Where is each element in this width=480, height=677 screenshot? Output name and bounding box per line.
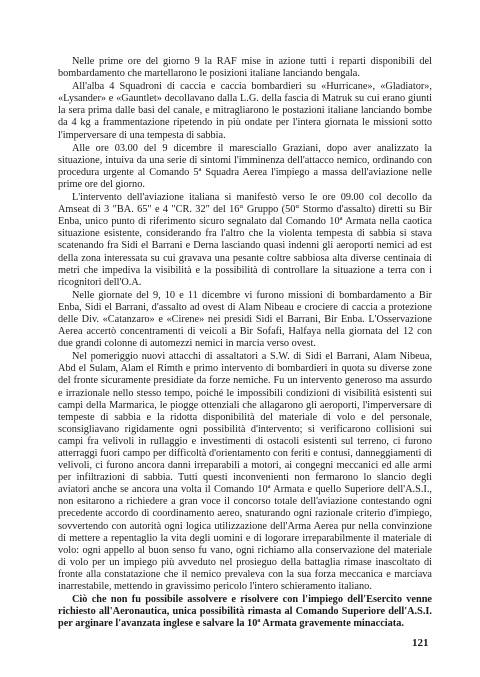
- body-text: [58, 56, 432, 631]
- paragraph-7: Ciò che non fu possibile assolvere e risolvere con l'impiego dell'Esercito venne richiesto all'Aeronautica, unica possibilità rimasta al Comando Superiore dell'A.S.I. per arginare l'avanzata inglese e salvare la 10ª Armata gravemente minacciata.: [58, 594, 432, 630]
- page-number: 121: [412, 637, 429, 649]
- paragraph-3: Alle ore 03.00 del 9 dicembre il maresciallo Graziani, dopo aver analizzato la situazione, intuiva da una serie di sintomi l'imminenza dell'attacco nemico, ordinando con procedura urgente al Comando 5ª Squadra Aerea l'impiego a massa dell'aviazione nelle prime ore del giorno.: [58, 142, 432, 190]
- paragraph-4: L'intervento dell'aviazione italiana si manifestò verso le ore 09.00 col decollo da Amseat di 3 "BA. 65" e 4 "CR. 32" del 16° Gruppo (50° Stormo d'assalto) diretti su Bir Enba, unico punto di riferimento sicuro segnalato dal Comando 10ª Armata nella caotica situazione esistente, considerando fra l'altro che la violenta tempesta di sabbia si stava scatenando fra Sidi el Barrani e Derna lasciando quasi indenni gli aeroporti nemici ad est della zona interessata su cui gravava una pesante coltre sabbiosa alta diverse centinaia di metri che impediva la visibilità e la possibilità di controllare la situazione a terra con i ricognitori dell'O.A.: [58, 192, 432, 288]
- paragraph-6: Nel pomeriggio nuovi attacchi di assaltatori a S.W. di Sidi el Barrani, Alam Nibeua, Abd el Sulam, Alam el Rimth e primo intervento di bombardieri in quota su diverse zone del fronte sicuramente presidiate da forze nemiche. Fu un intervento generoso ma assurdo e irrazionale nello stesso tempo, poiché le impossibili condizioni di visibilità esistenti sui campi della Marmarica, le piogge ottenziali che allagarono gli aeroporti, l'imperversare di tempeste di sabbia e la ridotta disponibilità del materiale di volo e del personale, sconsigliavano rigidamente ogni possibilità d'intervento; si verificarono collisioni sui campi fra velivoli in rullaggio e investimenti di ostacoli esistenti sul terreno, ci furono atterraggi fuori campo per difficoltà d'orientamento con feriti e contusi, danneggiamenti di velivoli, ci furono ancora danni irreparabili a motori, ai congegni meccanici ed alle armi per infiltrazioni di sabbia. Tutti questi inconvenienti non fermarono lo slancio degli aviatori anche se ancora una volta il Comando 10ª Armata e quello Superiore dell'A.S.I., non esitarono a richiedere a gran voce il concorso totale dell'aviazione contestando ogni precedente accordo di coordinamento aereo, snaturando ogni razionale criterio d'impiego, sovvertendo con autorità ogni logica utilizzazione dell'Arma Aerea pur nella convinzione di mettere a repentaglio la vita degli uomini e di logorare irreparabilmente il materiale di volo: ogni appello al buon senso fu vano, ogni richiamo alla conservazione del materiale di volo per un impiego più avveduto nel prosieguo della battaglia rimase inascoltato di fronte alla constatazione che il nemico prevaleva con la sua forza meccanica e marciava inarrestabile, mettendo in gravissimo pericolo l'intero schieramento italiano.: [58, 351, 432, 593]
- paragraph-1: Nelle prime ore del giorno 9 la RAF mise in azione tutti i reparti disponibili del bombardamento che martellarono le posizioni italiane lanciando bengala.: [58, 56, 432, 80]
- paragraph-2: All'alba 4 Squadroni di caccia e caccia bombardieri su «Hurricane», «Gladiator», «Lysander» e «Gauntlet» decollavano dalla L.G. della fascia di Matruk su cui erano giunti la sera prima dalle basi del canale, e mitragliarono le postazioni italiane lanciando bombe da 4 kg a frammentazione ripetendo in più ondate per l'intera giornata le missioni sotto l'imperversare di una tempesta di sabbia.: [58, 81, 432, 141]
- paragraph-5: Nelle giornate del 9, 10 e 11 dicembre vi furono missioni di bombardamento a Bir Enba, Sidi el Barrani, d'assalto ad ovest di Alam Nibeau e crociere di caccia a protezione delle Div. «Catanzaro» e «Cirene» nei presidi Sidi el Barrani, Bir Enba. L'Osservazione Aerea accertò concentramenti di veicoli a Bir Sofafi, Halfaya nella giornata del 12 con due grandi colonne di automezzi nemici in marcia verso ovest.: [58, 289, 432, 350]
